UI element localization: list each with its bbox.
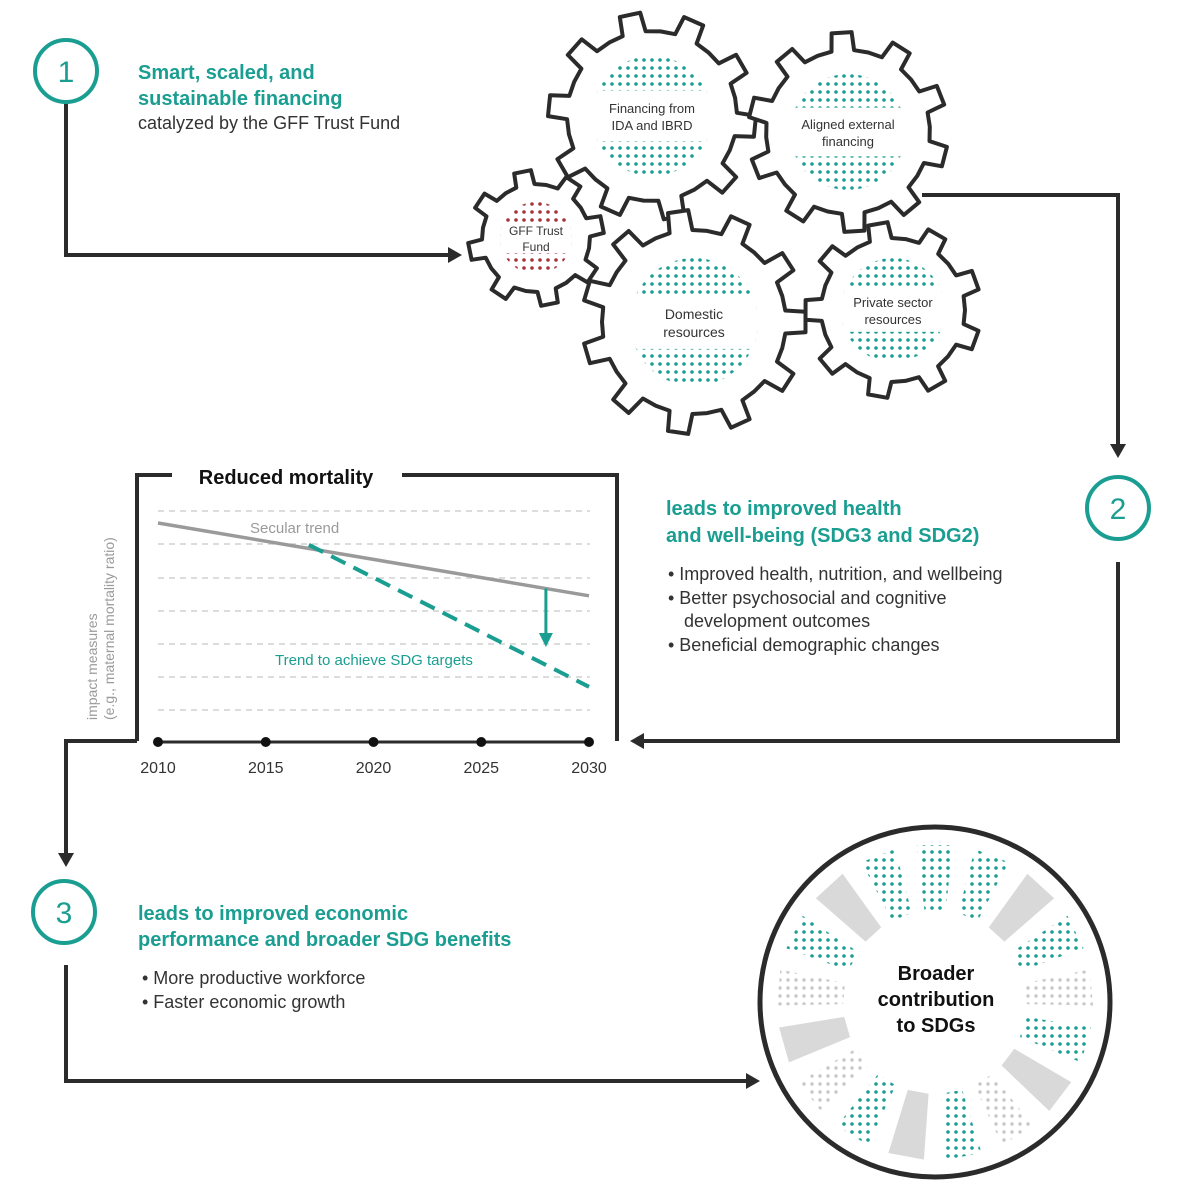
step-2-bullet-2: • Better psychosocial and cognitive — [668, 588, 947, 608]
step-1-heading-line1: Smart, scaled, and — [138, 62, 315, 84]
step-3-number: 3 — [55, 897, 73, 930]
x-axis-tick — [153, 737, 163, 747]
step-1-heading-line2: sustainable financing — [138, 88, 343, 110]
chart-y-label — [84, 537, 117, 720]
gear-domestic-label-line1: Domestic — [664, 306, 724, 322]
gear-dot-fill — [630, 258, 758, 386]
chart-title: Reduced mortality — [198, 467, 374, 489]
gear-private — [806, 222, 979, 398]
x-tick-label: 2010 — [140, 760, 176, 777]
chart-gridlines — [158, 511, 590, 710]
gear-private-label-line2: resources — [864, 312, 922, 327]
gear-aligned — [749, 32, 947, 232]
x-tick-label: 2025 — [463, 760, 500, 777]
financing-gears — [468, 13, 978, 434]
x-axis-tick — [584, 737, 594, 747]
gear-gff-label-line1: GFF Trust — [509, 224, 563, 238]
step-2-bullet-1: • Improved health, nutrition, and wellbeing — [668, 564, 1003, 584]
step-3-heading-line1: leads to improved economic — [138, 903, 409, 925]
chart-frame-left — [137, 475, 172, 741]
step-3-bullet-2: • Faster economic growth — [142, 992, 346, 1012]
gear-ida-label-line1: Financing from — [609, 101, 695, 116]
gear-gff-label-line2: Fund — [522, 240, 550, 254]
arrow-right-icon — [448, 247, 462, 263]
gear-dot-fill — [790, 74, 906, 190]
step-2-heading-line2: and well-being (SDG3 and SDG2) — [666, 525, 980, 547]
flow-connector-4 — [58, 741, 137, 867]
secular-trend-label: Secular trend — [250, 520, 340, 537]
sdg-target-trend-label: Trend to achieve SDG targets — [275, 652, 473, 669]
step-2-number: 2 — [1109, 493, 1127, 526]
sdg-wheel — [760, 827, 1110, 1177]
x-tick-label: 2020 — [355, 760, 392, 777]
x-axis-tick — [369, 737, 379, 747]
x-axis-tick — [261, 737, 271, 747]
x-tick-label: 2030 — [571, 760, 607, 777]
sdg-center-line2: contribution — [877, 989, 995, 1011]
mortality-chart — [84, 467, 617, 777]
gear-dot-fill — [500, 202, 572, 274]
gap-arrow-icon — [539, 633, 553, 647]
step-1-badge — [35, 40, 97, 102]
secular-trend-line — [158, 523, 589, 596]
gear-domestic-label-line2: resources — [663, 324, 725, 340]
arrow-down-icon — [58, 853, 74, 867]
gear-aligned-label-line2: financing — [821, 134, 875, 149]
gear-domestic — [584, 210, 805, 434]
gear-dot-fill — [592, 56, 712, 176]
gear-private-label-line1: Private sector — [853, 295, 933, 310]
step-2-heading-line1: leads to improved health — [666, 498, 902, 520]
gear-gff — [468, 170, 604, 306]
step-2-bullet-3: • Beneficial demographic changes — [668, 635, 940, 655]
step-1-number: 1 — [57, 56, 75, 89]
arrow-down-icon — [1110, 444, 1126, 458]
arrow-left-icon — [630, 733, 644, 749]
x-tick-label: 2015 — [247, 760, 284, 777]
chart-ylabel-line2: (e.g., maternal mortality ratio) — [101, 537, 117, 720]
step-3-heading-line2: performance and broader SDG benefits — [138, 929, 512, 951]
sdg-center-line1: Broader — [897, 963, 975, 985]
step-3-badge — [33, 881, 95, 943]
step-3-bullet-1: • More productive workforce — [142, 968, 366, 988]
gear-aligned-label-line1: Aligned external — [801, 117, 895, 132]
sdg-center-line3: to SDGs — [896, 1015, 976, 1037]
chart-x-axis — [140, 737, 607, 777]
arrow-right-icon — [746, 1073, 760, 1089]
gear-ida-label-line2: IDA and IBRD — [611, 118, 693, 133]
chart-ylabel-line1: impact measures — [84, 613, 100, 720]
step-2-bullet-2-cont: development outcomes — [684, 611, 871, 631]
x-axis-tick — [476, 737, 486, 747]
gear-dot-fill — [841, 258, 945, 362]
step-2-badge — [1087, 477, 1149, 539]
step-1-subtext: catalyzed by the GFF Trust Fund — [138, 113, 401, 133]
